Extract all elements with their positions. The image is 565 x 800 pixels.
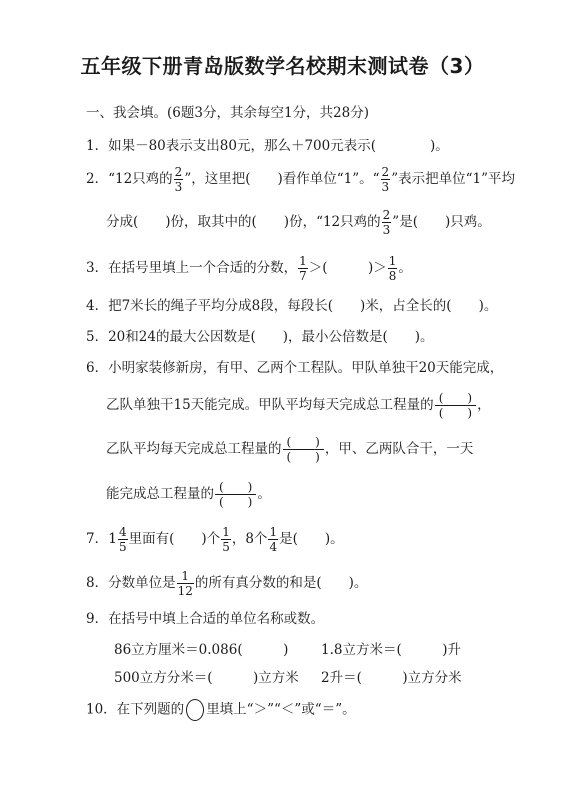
circle-blank-icon: [186, 699, 204, 721]
numerator: 1: [222, 525, 230, 539]
question-6-line-1: 6．小明家装修新房，有甲、乙两个工程队。甲队单独干20天能完成，: [86, 360, 504, 376]
fraction: [118, 526, 128, 553]
fraction: [298, 255, 308, 282]
question-4: 4．把7米长的绳子平均分成8段，每段长( )米，占全长的( )。: [86, 298, 498, 314]
q2-text-c: ”表示把单位“1”平均: [391, 171, 515, 187]
denominator: 12: [177, 584, 193, 598]
q3-text-b: ＞( )＞: [308, 260, 387, 276]
numerator: 2: [382, 208, 391, 222]
q9-item-2b: 2升＝( )立方分米: [321, 670, 462, 686]
q8-text-b: 的所有真分数的和是( )。: [194, 575, 368, 591]
blank-denominator: ( ): [286, 450, 320, 464]
q10-text-b: 里填上“＞”“＜”或“＝”。: [206, 701, 356, 718]
numerator: 4: [119, 525, 127, 539]
blank-numerator: ( ): [438, 391, 473, 405]
q9-item-1a: 86立方厘米＝0.086( ): [114, 642, 289, 658]
q7-text-b: 里面有( )个: [128, 531, 221, 547]
denominator: 3: [174, 180, 183, 194]
mixed-whole: 1: [108, 531, 118, 547]
denominator: 7: [299, 269, 307, 283]
q7-text-a: 7．: [86, 531, 109, 547]
question-8: [86, 570, 367, 597]
denominator: 4: [269, 540, 278, 554]
question-6-line-3: [106, 436, 473, 463]
question-10: [86, 699, 356, 721]
question-6-line-2: [106, 392, 491, 419]
question-1: 1．如果－80表示支出80元，那么＋700元表示( )。: [86, 138, 449, 154]
fraction: [382, 209, 392, 236]
fraction: [177, 570, 194, 597]
fraction: [381, 166, 391, 193]
question-3: [86, 255, 412, 282]
q8-text-a: 8．分数单位是: [86, 575, 176, 591]
numerator: 2: [381, 165, 390, 179]
q9-item-2a: 500立方分米＝( )立方米: [114, 670, 299, 686]
q3-text-c: 。: [398, 260, 412, 276]
fraction: [221, 526, 231, 553]
question-7: [86, 526, 344, 553]
q2-text-d: 分成( )份，取其中的( )份，“12只鸡的: [106, 214, 381, 230]
fraction: [388, 255, 398, 282]
blank-numerator: ( ): [286, 435, 320, 449]
question-6-line-4: [106, 481, 271, 508]
section-heading: 一、我会填。(6题3分，其余每空1分，共28分): [86, 105, 369, 121]
q10-text-a: 10．在下列题的: [86, 701, 185, 718]
q6-text-e: 能完成总工程量的: [106, 486, 214, 502]
blank-fraction[interactable]: [283, 436, 324, 463]
denominator: 8: [388, 269, 397, 283]
fraction: [268, 526, 278, 553]
blank-fraction[interactable]: [215, 481, 256, 508]
numerator: 2: [174, 165, 183, 179]
blank-fraction[interactable]: [435, 392, 476, 419]
blank-numerator: ( ): [219, 480, 253, 494]
question-2-line-1: [86, 166, 515, 193]
q3-text-a: 3．在括号里填上一个合适的分数，: [86, 260, 298, 276]
question-9-title: 9．在括号中填上合适的单位名称或数。: [86, 611, 325, 627]
q7-text-d: 是( )。: [279, 531, 344, 547]
denominator: 5: [119, 540, 127, 554]
numerator: 1: [181, 569, 190, 583]
blank-denominator: ( ): [219, 495, 253, 509]
numerator: 1: [299, 254, 307, 268]
denominator: 3: [382, 223, 391, 237]
question-5: 5．20和24的最大公因数是( )，最小公倍数是( )。: [86, 329, 434, 345]
q9-item-1b: 1.8立方米＝( )升: [321, 642, 462, 658]
q6-text-c: 乙队平均每天完成总工程量的: [106, 441, 282, 457]
q2-text-e: ”是( )只鸡。: [392, 214, 491, 230]
numerator: 1: [269, 525, 278, 539]
numerator: 1: [388, 254, 397, 268]
q2-text-b: ”，这里把( )看作单位“1”。“: [184, 171, 380, 187]
page-title: 五年级下册青岛版数学名校期末测试卷（3）: [80, 54, 485, 78]
denominator: 3: [381, 180, 390, 194]
q6-text-b: 乙队单独干15天能完成。甲队平均每天完成总工程量的: [106, 397, 434, 413]
denominator: 5: [222, 540, 230, 554]
blank-denominator: ( ): [438, 406, 473, 420]
q6-text-f: 。: [257, 486, 271, 502]
q2-text-a: 2．“12只鸡的: [86, 171, 173, 187]
q6-text-d: ，甲、乙两队合干，一天: [324, 441, 474, 457]
question-2-line-2: [106, 209, 491, 236]
q6-comma: ，: [477, 397, 491, 413]
q7-text-c: ，8个: [231, 531, 268, 547]
fraction: [174, 166, 184, 193]
